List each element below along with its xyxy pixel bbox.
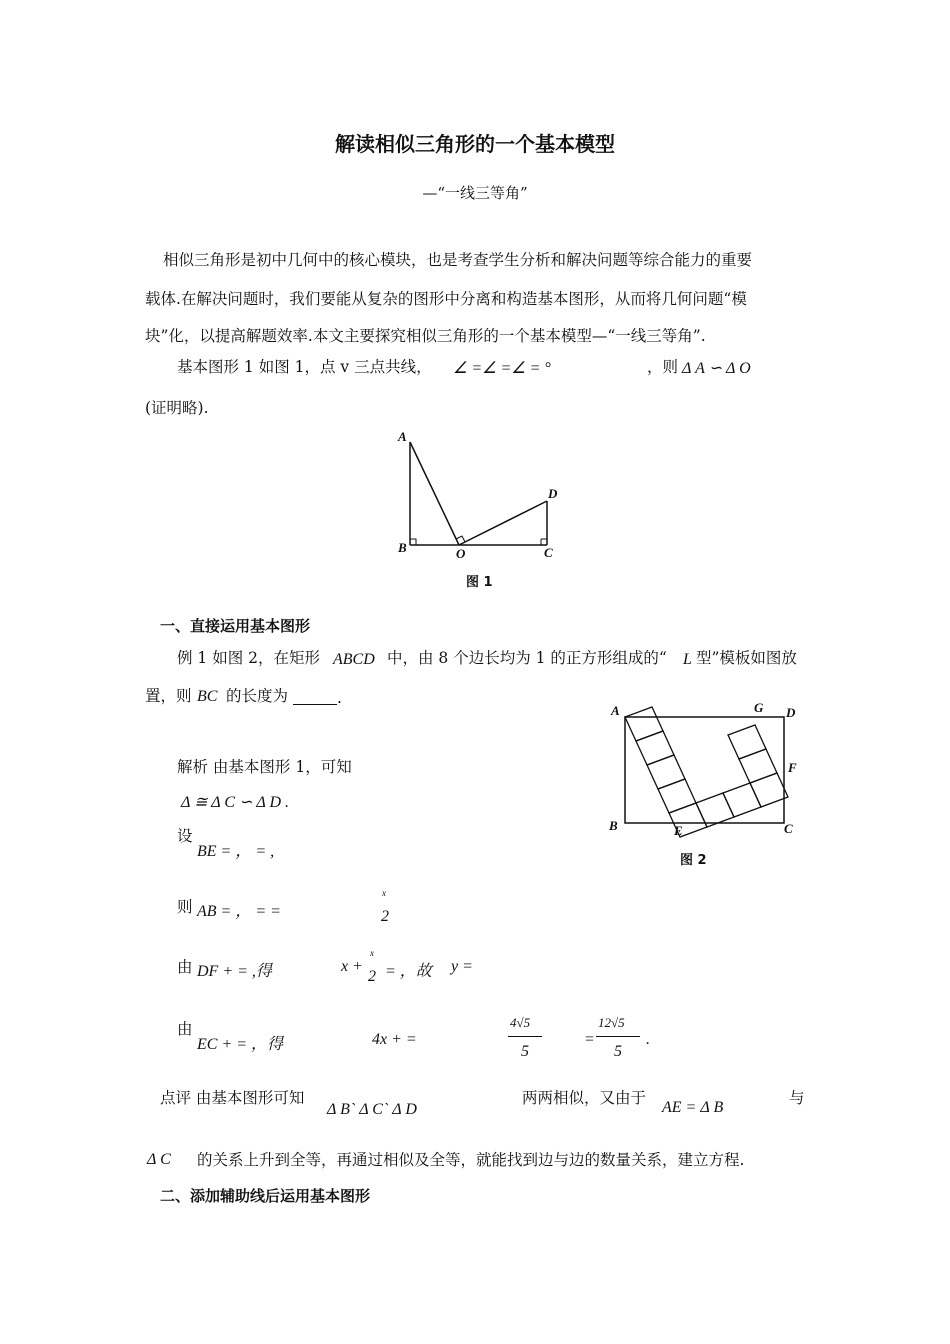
step5-period: . <box>646 1031 650 1048</box>
example1-text-a: 例 1 如图 2，在矩形 <box>177 649 321 667</box>
step4-math-c: = ，故 <box>385 963 432 980</box>
comment-text-a: 点评 由基本图形可知 <box>160 1089 305 1107</box>
example1-math-l: L <box>683 651 692 668</box>
example1-line2-a: 置，则 <box>145 687 192 705</box>
step5-frac2-den: 5 <box>614 1043 622 1060</box>
example1-text-b: 中，由 8 个边长均为 1 的正方形组成的“ <box>387 649 667 667</box>
basic-figure-note: (证明略). <box>145 399 209 417</box>
figure-2 <box>603 695 808 845</box>
basic-figure-angles: ∠ =∠ =∠ = ° <box>453 360 551 377</box>
page-subtitle: —“一线三等角” <box>422 184 528 202</box>
step5-frac1-num: 4√5 <box>510 1015 531 1030</box>
example1-math-bc: BC <box>197 688 218 705</box>
figure1-label-a: A <box>398 429 407 444</box>
step2-label: 设 <box>177 827 193 845</box>
step5-frac2-num: 12√5 <box>598 1015 625 1030</box>
figure2-label-c: C <box>784 821 793 836</box>
example1-line2-b: 的长度为 <box>226 687 289 705</box>
figure2-label-a: A <box>611 703 620 718</box>
answer-blank: . <box>293 686 342 710</box>
step3-frac-den: 2 <box>381 908 389 925</box>
figure1-caption: 图 1 <box>466 575 493 590</box>
figure1-label-d: D <box>548 486 558 501</box>
figure2-label-f: F <box>788 760 797 775</box>
comment-text-b: 两两相似，又由于 <box>522 1089 647 1107</box>
basic-figure-result: Δ A ∽ Δ O <box>682 360 751 377</box>
example1-text-c: 型”模板如图放 <box>696 649 797 667</box>
comment-math-2: AE = Δ B <box>662 1099 724 1116</box>
comment-line2: 的关系上升到全等，再通过相似及全等，就能找到边与边的数量关系，建立方程. <box>197 1151 745 1169</box>
figure2-label-g: G <box>754 700 764 715</box>
page-title: 解读相似三角形的一个基本模型 <box>335 132 615 156</box>
figure2-label-b: B <box>609 818 618 833</box>
section2-heading: 二、添加辅助线后运用基本图形 <box>160 1187 371 1205</box>
analysis-text: 解析 由基本图形 1，可知 <box>177 758 352 776</box>
step3-frac-num: x <box>382 888 386 898</box>
figure1-segment-od <box>459 501 547 545</box>
step5-frac1-bar <box>508 1036 542 1037</box>
step4-frac-num: x <box>370 948 374 958</box>
intro-line-1: 相似三角形是初中几何中的核心模块，也是考查学生分析和解决问题等综合能力的重要 <box>163 251 753 269</box>
figure2-label-d: D <box>786 705 796 720</box>
figure1-label-o: O <box>456 546 466 561</box>
step2-math: BE = ， = , <box>197 843 275 860</box>
figure1-right-angle-b <box>410 539 416 545</box>
step4-math-b: x + <box>341 958 363 975</box>
step5-label: 由 <box>177 1020 193 1038</box>
step5-frac2-bar <box>596 1036 640 1037</box>
figure1-label-b: B <box>398 540 407 555</box>
basic-figure-then: ，则 <box>647 358 679 376</box>
example1-math-abcd: ABCD <box>333 651 375 668</box>
step4-math-d: y = <box>451 958 473 975</box>
step5-math-b: 4x + = <box>372 1031 417 1048</box>
basic-figure-text: 基本图形 1 如图 1，点 v 三点共线， <box>177 358 432 376</box>
figure2-label-e: E <box>674 823 683 838</box>
intro-line-2: 载体.在解决问题时，我们要能从复杂的图形中分离和构造基本图形，从而将几何问题“模 <box>145 290 747 308</box>
step4-label: 由 <box>177 958 193 976</box>
intro-line-3: 块”化，以提高解题效率.本文主要探究相似三角形的一个基本模型—“一线三等角”. <box>145 327 706 345</box>
section1-heading: 一、直接运用基本图形 <box>160 617 311 635</box>
comment-text-c: 与 <box>789 1089 805 1107</box>
comment-math: Δ B` Δ C` Δ D <box>327 1101 417 1118</box>
step5-frac1-den: 5 <box>521 1043 529 1060</box>
figure2-caption: 图 2 <box>680 853 707 868</box>
figure1-label-c: C <box>544 545 553 560</box>
step4-math: DF + = ,得 <box>197 963 272 980</box>
step5-math: EC + = ，得 <box>197 1036 284 1053</box>
figure-1 <box>390 428 560 568</box>
figure2-l-shape <box>625 707 788 837</box>
comment-line2-math: Δ C <box>147 1151 171 1168</box>
figure1-segment-ao <box>410 442 459 545</box>
analysis-step1: Δ ≅ Δ C ∽ Δ D . <box>181 794 290 811</box>
step4-frac-den: 2 <box>368 968 376 985</box>
step3-label: 则 <box>177 898 193 916</box>
step5-equals: = <box>584 1031 595 1048</box>
step3-math: AB = ， = = <box>197 903 281 920</box>
